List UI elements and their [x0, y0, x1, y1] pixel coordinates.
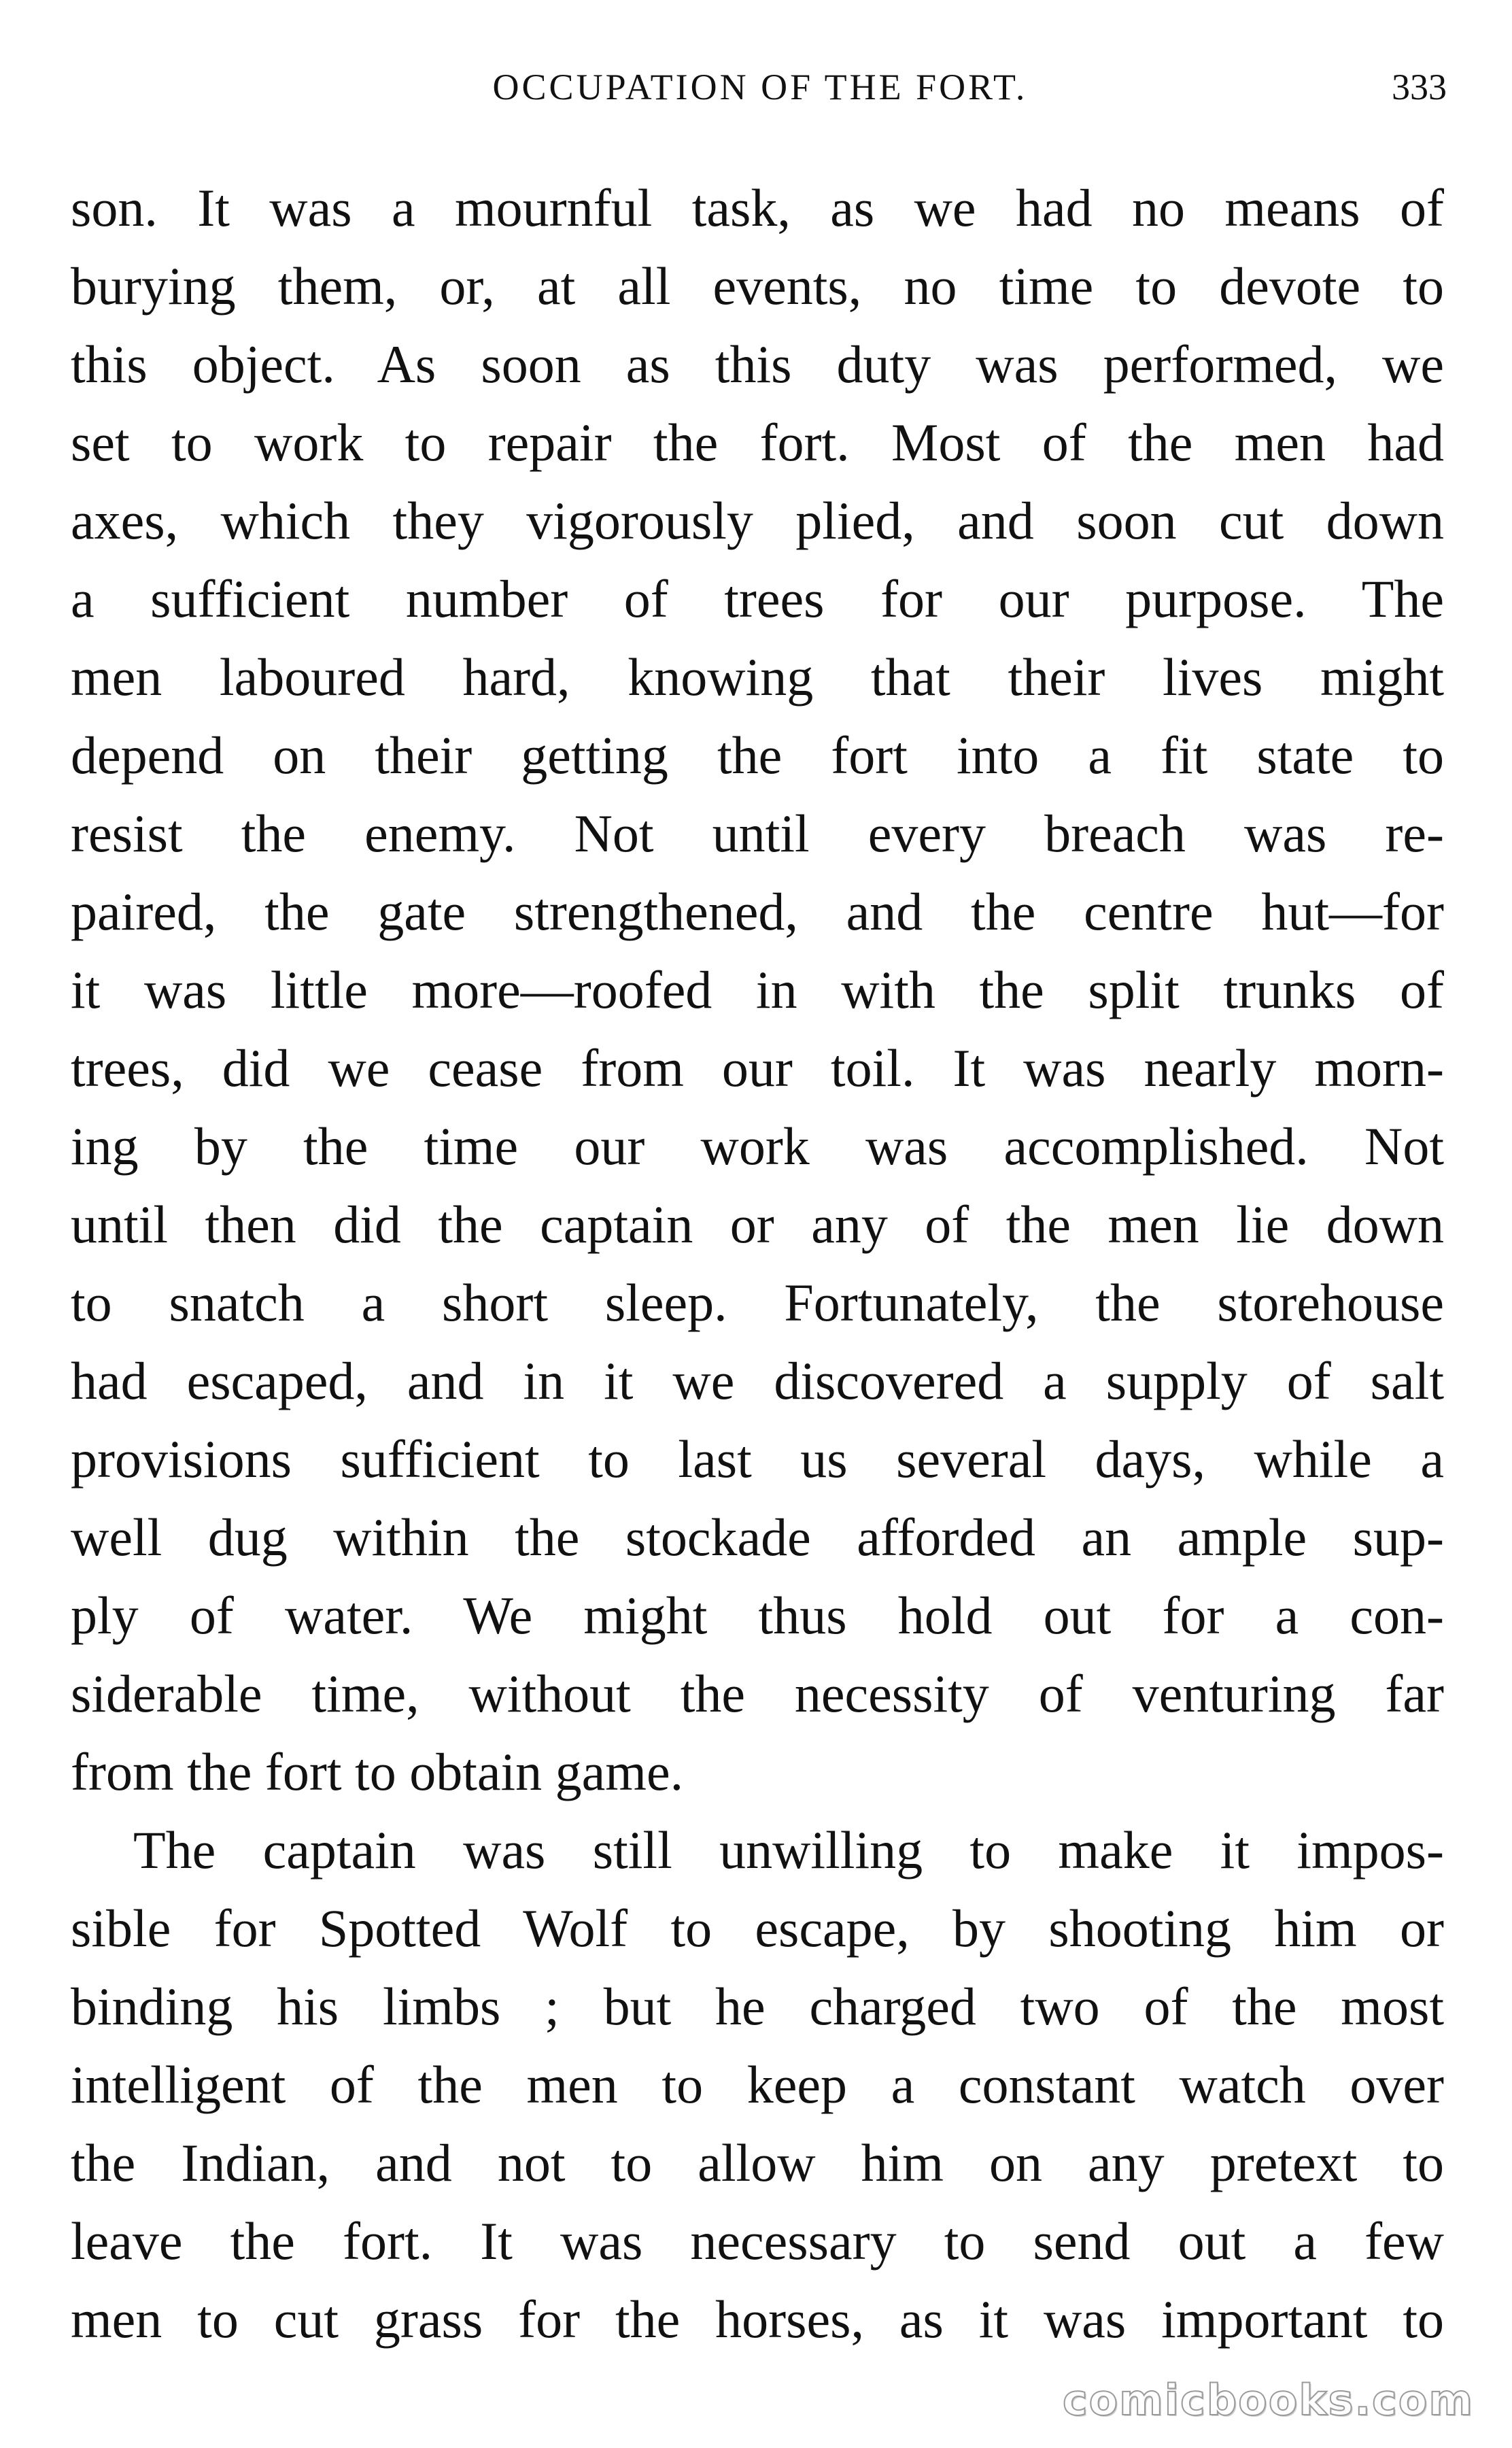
- running-title: OCCUPATION OF THE FORT.: [492, 67, 1028, 107]
- text-line: binding his limbs ; but he charged two of the most: [71, 1977, 1444, 2036]
- text-line: son. It was a mournful task, as we had no means of: [71, 178, 1444, 237]
- text-line: depend on their getting the fort into a fit state to: [71, 726, 1444, 785]
- text-line: intelligent of the men to keep a constant watch over: [71, 2055, 1444, 2114]
- text-line: The captain was still unwilling to make it impos-: [133, 1820, 1444, 1880]
- paragraph-1: [71, 169, 1444, 1811]
- text-line: resist the enemy. Not until every breach was re-: [71, 804, 1444, 863]
- text-line: the Indian, and not to allow him on any pretext to: [71, 2133, 1444, 2192]
- text-line: burying them, or, at all events, no time to devote to: [71, 256, 1444, 316]
- text-line: trees, did we cease from our toil. It was nearly morn-: [71, 1038, 1444, 1098]
- text-line: it was little more—roofed in with the split trunks of: [71, 960, 1444, 1019]
- text-line: had escaped, and in it we discovered a supply of salt: [71, 1351, 1444, 1410]
- watermark: comicbooks.com: [1062, 2375, 1474, 2425]
- text-line: men laboured hard, knowing that their lives might: [71, 647, 1444, 707]
- text-line: paired, the gate strengthened, and the centre hut—for: [71, 882, 1444, 941]
- running-head: [73, 60, 1447, 114]
- text-line: a sufficient number of trees for our purpose. The: [71, 569, 1444, 628]
- text-line: ply of water. We might thus hold out for a con-: [71, 1586, 1444, 1645]
- text-line: sible for Spotted Wolf to escape, by shooting him or: [71, 1899, 1444, 1958]
- page-number: 333: [1392, 67, 1447, 107]
- text-line: men to cut grass for the horses, as it was important to: [71, 2290, 1444, 2349]
- text-line: until then did the captain or any of the men lie down: [71, 1195, 1444, 1254]
- paragraph-2: [71, 1811, 1444, 2358]
- text-line: siderable time, without the necessity of venturing far: [71, 1664, 1444, 1723]
- body-text: [71, 169, 1444, 2358]
- text-line: ing by the time our work was accomplished. Not: [71, 1117, 1444, 1176]
- text-line: set to work to repair the fort. Most of the men had: [71, 413, 1444, 472]
- text-line: axes, which they vigorously plied, and soon cut down: [71, 491, 1444, 550]
- text-line: to snatch a short sleep. Fortunately, the storehouse: [71, 1273, 1444, 1332]
- text-line: from the fort to obtain game.: [71, 1742, 684, 1801]
- text-line: provisions sufficient to last us several days, while a: [71, 1429, 1444, 1489]
- text-line: well dug within the stockade afforded an ample sup-: [71, 1508, 1444, 1567]
- text-line: leave the fort. It was necessary to send out a few: [71, 2211, 1444, 2271]
- text-line: this object. As soon as this duty was performed, we: [71, 335, 1444, 394]
